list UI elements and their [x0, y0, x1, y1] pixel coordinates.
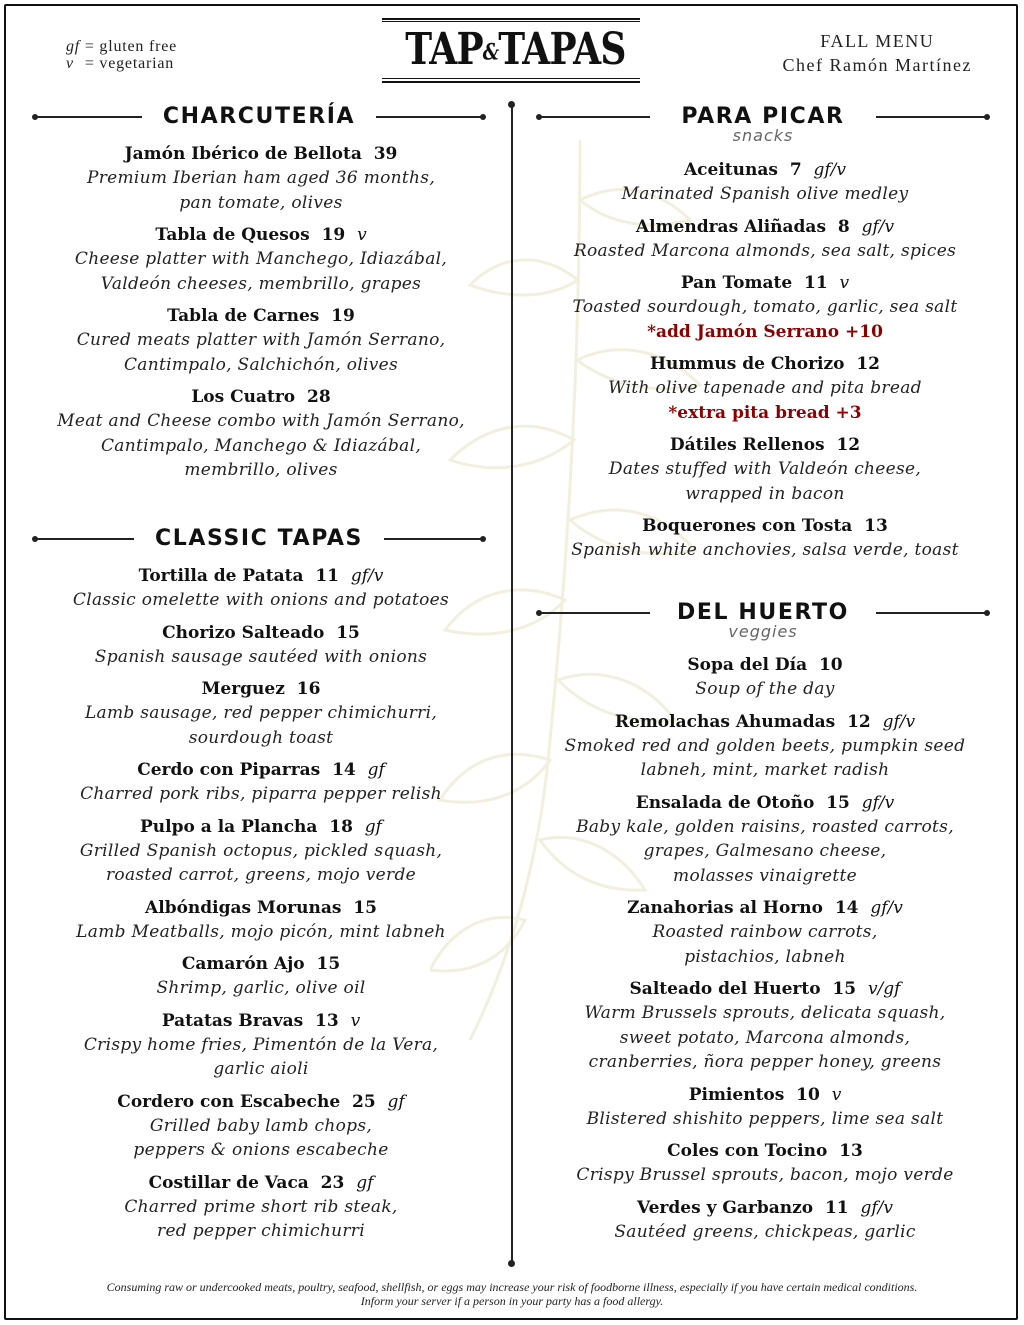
menu-item-description: red pepper chimichurri: [157, 1221, 365, 1241]
diet-tag: v: [831, 1084, 842, 1105]
menu-item-name: Cordero con Escabeche: [117, 1091, 341, 1112]
menu-item-description: Roasted rainbow carrots,: [652, 922, 878, 942]
menu-item: [24, 758, 498, 807]
del-huerto-items: [528, 653, 1002, 1252]
menu-item-description: labneh, mint, market radish: [640, 760, 890, 780]
section-title: DEL HUERTO: [677, 600, 849, 625]
menu-item: [528, 271, 1002, 344]
menu-item-name: Pan Tomate: [680, 273, 793, 293]
diet-tag: gf/v: [882, 711, 916, 732]
menu-item-description: Cheese platter with Manchego, Idiazábal,: [74, 249, 448, 269]
menu-item-price: 11: [804, 273, 828, 293]
column-divider: [511, 104, 513, 1264]
legend-row-v: [66, 55, 177, 72]
menu-item-description: Toasted sourdough, tomato, garlic, sea salt: [572, 297, 958, 317]
menu-item-description: sourdough toast: [188, 727, 334, 748]
menu-item-name: Albóndigas Morunas: [145, 897, 342, 918]
section-subtitle: veggies: [728, 622, 798, 641]
menu-item-heading: [528, 271, 1002, 295]
legend-code: v: [66, 55, 74, 72]
logo-rule-bottom-thin: [382, 78, 640, 79]
menu-item-name: Dátiles Rellenos: [669, 435, 825, 455]
menu-item-heading: [528, 215, 1002, 239]
menu-item: [24, 1009, 498, 1082]
legend-code: gf: [66, 38, 81, 55]
menu-item-name: Cerdo con Piparras: [137, 760, 321, 780]
menu-item: [24, 815, 498, 888]
menu-item: [528, 433, 1002, 506]
menu-item-price: 13: [315, 1010, 339, 1031]
menu-item-price: 15: [353, 897, 377, 918]
menu-item-heading: [24, 223, 498, 247]
section-header-del-huerto: [538, 598, 988, 644]
header-rule-right: [384, 538, 484, 540]
menu-item-name: Remolachas Ahumadas: [614, 711, 836, 732]
menu-item-heading: [24, 1009, 498, 1033]
menu-item-heading: [528, 1139, 1002, 1163]
menu-item-price: 10: [818, 655, 843, 675]
menu-item-description: Meat and Cheese combo with Jamón Serrano,: [57, 411, 465, 431]
menu-item: [24, 142, 498, 215]
section-title: CHARCUTERÍA: [162, 104, 356, 129]
section-header-charcuteria: [34, 102, 484, 132]
menu-item-description: roasted carrot, greens, mojo verde: [106, 865, 416, 885]
diet-tag: gf/v: [870, 898, 903, 918]
menu-item-description: Baby kale, golden raisins, roasted carrots,: [576, 816, 954, 837]
menu-item-description: Shrimp, garlic, olive oil: [156, 978, 366, 998]
menu-item-description: sweet potato, Marcona almonds,: [619, 1027, 911, 1048]
diet-tag: v: [357, 225, 367, 245]
menu-item-name: Tabla de Carnes: [167, 306, 320, 326]
disclaimer-line-2: Inform your server if a person in your party has a food allergy.: [360, 1294, 664, 1308]
diet-legend: [66, 38, 177, 72]
menu-item-heading: [24, 1090, 498, 1114]
menu-item-heading: [528, 433, 1002, 457]
menu-item-description: Marinated Spanish olive medley: [621, 184, 909, 204]
menu-item-description: Charred pork ribs, piparra pepper relish: [80, 784, 442, 804]
menu-item-description: Charred prime short rib steak,: [124, 1196, 398, 1217]
menu-item: [528, 1196, 1002, 1245]
menu-item-description: Grilled Spanish octopus, pickled squash,: [79, 840, 443, 861]
menu-item-description: molasses vinaigrette: [673, 865, 857, 886]
menu-item-description: Cantimpalo, Manchego & Idiazábal,: [100, 435, 422, 456]
menu-info: [783, 29, 972, 77]
menu-item-name: Salteado del Huerto: [629, 979, 821, 999]
diet-tag: v: [839, 273, 850, 293]
menu-item: [528, 710, 1002, 783]
menu-item-description: Premium Iberian ham aged 36 months,: [86, 168, 436, 188]
header-rule-right: [376, 116, 484, 118]
menu-item-name: Sopa del Día: [687, 655, 808, 675]
diet-tag: gf/v: [861, 792, 895, 813]
menu-item-name: Camarón Ajo: [181, 954, 305, 974]
menu-item-description: Lamb Meatballs, mojo picón, mint labneh: [76, 921, 446, 942]
menu-item-price: 11: [824, 1197, 849, 1218]
menu-item-heading: [528, 352, 1002, 376]
menu-item-name: Merguez: [201, 679, 285, 699]
menu-item-description: pan tomate, olives: [179, 192, 343, 213]
menu-item-price: 15: [336, 622, 360, 643]
menu-item: [24, 223, 498, 296]
menu-item-name: Los Cuatro: [191, 387, 296, 407]
menu-item-description: With olive tapenade and pita bread: [608, 378, 922, 398]
menu-item-name: Ensalada de Otoño: [635, 792, 815, 813]
menu-item-price: 16: [296, 679, 321, 699]
logo-rule-top-thin: [382, 21, 640, 22]
menu-item-name: Aceitunas: [683, 160, 778, 180]
menu-item-name: Boquerones con Tosta: [642, 516, 853, 536]
menu-item-name: Zanahorias al Horno: [627, 898, 823, 918]
logo-rule-bottom: [382, 81, 640, 83]
menu-item-heading: [528, 158, 1002, 182]
menu-item-name: Patatas Bravas: [161, 1010, 304, 1031]
menu-item-description: Spanish white anchovies, salsa verde, toast: [571, 540, 959, 560]
menu-item-price: 15: [316, 954, 341, 974]
menu-item-heading: [24, 621, 498, 645]
menu-item: [24, 677, 498, 750]
para-picar-items: [528, 158, 1002, 571]
header-rule-left: [34, 538, 134, 540]
menu-season: FALL MENU: [820, 31, 935, 51]
classic-tapas-items: [24, 564, 498, 1252]
menu-item-price: 12: [856, 354, 881, 374]
header-rule-right: [876, 612, 988, 614]
menu-item-heading: [24, 677, 498, 701]
menu-item-addon: *add Jamón Serrano +10: [647, 321, 883, 342]
menu-item: [24, 896, 498, 945]
menu-item-description: Dates stuffed with Valdeón cheese,: [608, 459, 922, 479]
menu-item-name: Pimientos: [688, 1084, 785, 1105]
menu-item: [528, 158, 1002, 207]
menu-item-description: Roasted Marcona almonds, sea salt, spices: [573, 240, 957, 261]
logo-rule-top: [382, 18, 640, 20]
menu-item: [24, 304, 498, 377]
menu-item-price: 7: [789, 160, 802, 180]
menu-item-price: 39: [373, 144, 398, 164]
menu-item-heading: [24, 952, 498, 976]
menu-item-heading: [528, 1196, 1002, 1220]
menu-item-price: 15: [826, 792, 850, 813]
menu-item: [24, 1171, 498, 1244]
menu-item-price: 11: [315, 566, 339, 586]
menu-item-heading: [24, 896, 498, 920]
menu-item-price: 19: [331, 306, 355, 326]
menu-item-description: membrillo, olives: [184, 460, 338, 480]
menu-item-heading: [528, 710, 1002, 734]
menu-item-name: Pulpo a la Plancha: [140, 816, 318, 837]
menu-item: [24, 621, 498, 670]
menu-item-description: Spanish sausage sautéed with onions: [94, 646, 428, 667]
menu-item-description: wrapped in bacon: [685, 483, 845, 504]
diet-tag: gf: [387, 1091, 405, 1112]
menu-item-heading: [528, 1083, 1002, 1107]
menu-item-name: Tortilla de Patata: [138, 566, 304, 586]
menu-item-description: Soup of the day: [695, 679, 835, 699]
menu-item-description: peppers & onions escabeche: [133, 1140, 389, 1160]
menu-item: [528, 791, 1002, 889]
legend-meaning: = gluten free: [84, 38, 178, 55]
diet-tag: gf: [367, 760, 385, 780]
logo-word-tapas: TAPAS: [498, 24, 626, 75]
diet-tag: gf/v: [813, 160, 847, 180]
chef-name: Chef Ramón Martínez: [782, 55, 972, 75]
menu-item-price: 14: [332, 760, 356, 780]
menu-item-price: 10: [796, 1084, 820, 1105]
menu-item-heading: [528, 653, 1002, 677]
menu-item-heading: [24, 758, 498, 782]
menu-item-price: 13: [839, 1141, 863, 1161]
menu-item-heading: [24, 1171, 498, 1195]
menu-item: [528, 1139, 1002, 1188]
menu-item-price: 18: [329, 816, 353, 837]
menu-item-description: Smoked red and golden beets, pumpkin seed: [564, 735, 966, 756]
menu-item-heading: [24, 815, 498, 839]
menu-item-description: Lamb sausage, red pepper chimichurri,: [84, 703, 438, 723]
menu-item-description: garlic aioli: [213, 1059, 309, 1079]
legend-row-gf: [66, 38, 177, 55]
charcuteria-items: [24, 142, 498, 491]
menu-item-price: 23: [320, 1172, 345, 1193]
menu-item-heading: [528, 977, 1002, 1001]
menu-item-description: grapes, Galmesano cheese,: [643, 841, 887, 861]
menu-item: [528, 514, 1002, 563]
menu-item-heading: [528, 791, 1002, 815]
diet-tag: gf/v: [350, 566, 384, 586]
menu-item: [24, 385, 498, 483]
menu-item-description: Sautéed greens, chickpeas, garlic: [614, 1221, 916, 1242]
menu-item: [528, 215, 1002, 264]
diet-tag: v/gf: [867, 979, 901, 999]
menu-item: [528, 977, 1002, 1075]
menu-item-description: Cured meats platter with Jamón Serrano,: [76, 330, 446, 350]
menu-item-price: 8: [837, 216, 850, 237]
menu-item: [528, 653, 1002, 702]
menu-item-heading: [24, 564, 498, 588]
menu-item-description: Classic omelette with onions and potatoes: [72, 590, 450, 610]
diet-tag: gf: [364, 816, 382, 837]
menu-item-price: 28: [307, 387, 331, 407]
menu-item-name: Almendras Aliñadas: [635, 216, 827, 237]
menu-item-name: Hummus de Chorizo: [649, 354, 845, 374]
menu-item-price: 25: [351, 1091, 376, 1112]
menu-item: [528, 1083, 1002, 1132]
diet-tag: v: [350, 1010, 361, 1031]
header-rule-left: [538, 116, 650, 118]
menu-item-description: Warm Brussels sprouts, delicata squash,: [584, 1003, 946, 1023]
menu-item: [24, 1090, 498, 1163]
menu-item-description: Valdeón cheeses, membrillo, grapes: [100, 273, 422, 294]
menu-item-price: 15: [832, 979, 857, 999]
menu-item-price: 13: [864, 516, 888, 536]
menu-item-name: Verdes y Garbanzo: [636, 1197, 814, 1218]
menu-item-heading: [24, 304, 498, 328]
menu-item-name: Tabla de Quesos: [155, 225, 310, 245]
menu-item-name: Coles con Tocino: [667, 1141, 828, 1161]
menu-item-price: 14: [834, 898, 859, 918]
menu-item-description: Cantimpalo, Salchichón, olives: [123, 354, 399, 375]
menu-item: [24, 564, 498, 613]
menu-item-addon: *extra pita bread +3: [668, 402, 862, 423]
menu-item-description: Crispy Brussel sprouts, bacon, mojo verde: [576, 1165, 954, 1185]
menu-item-description: Crispy home fries, Pimentón de la Vera,: [83, 1034, 439, 1055]
menu-item-name: Chorizo Salteado: [162, 622, 325, 643]
menu-item-description: Blistered shishito peppers, lime sea salt: [586, 1108, 944, 1129]
menu-item: [24, 952, 498, 1001]
menu-item: [528, 352, 1002, 425]
menu-item-heading: [24, 142, 498, 166]
diet-tag: gf: [356, 1172, 374, 1193]
diet-tag: gf/v: [860, 1197, 893, 1218]
logo-word-tap: TAP: [405, 24, 483, 75]
section-title: PARA PICAR: [681, 104, 845, 129]
menu-item-heading: [24, 385, 498, 409]
legend-meaning: = vegetarian: [84, 55, 175, 72]
menu-item-heading: [528, 514, 1002, 538]
menu-item-price: 12: [847, 711, 871, 732]
menu-item-description: Grilled baby lamb chops,: [149, 1115, 373, 1136]
menu-item-description: cranberries, ñora pepper honey, greens: [588, 1052, 942, 1072]
section-header-para-picar: [538, 102, 988, 148]
section-subtitle: snacks: [732, 126, 794, 145]
menu-item-heading: [528, 896, 1002, 920]
menu-item-price: 12: [836, 435, 861, 455]
menu-item-price: 19: [321, 225, 346, 245]
section-title: CLASSIC TAPAS: [155, 526, 363, 551]
disclaimer-line-1: Consuming raw or undercooked meats, poultry, seafood, shellfish, or eggs may increase your risk of foodborne illness, especially if you have certain medical conditions.: [106, 1280, 918, 1294]
menu-item-name: Jamón Ibérico de Bellota: [124, 144, 362, 164]
menu-item-name: Costillar de Vaca: [148, 1172, 309, 1193]
menu-item-description: pistachios, labneh: [684, 946, 846, 967]
menu-item: [528, 896, 1002, 969]
logo-ampersand: &: [482, 39, 499, 66]
header-rule-left: [538, 612, 650, 614]
header-rule-left: [34, 116, 142, 118]
logo-text: [405, 24, 626, 79]
food-safety-disclaimer: [20, 1280, 1004, 1308]
header-rule-right: [876, 116, 988, 118]
restaurant-logo: [382, 18, 640, 82]
diet-tag: gf/v: [861, 216, 895, 237]
section-header-classic-tapas: [34, 524, 484, 554]
